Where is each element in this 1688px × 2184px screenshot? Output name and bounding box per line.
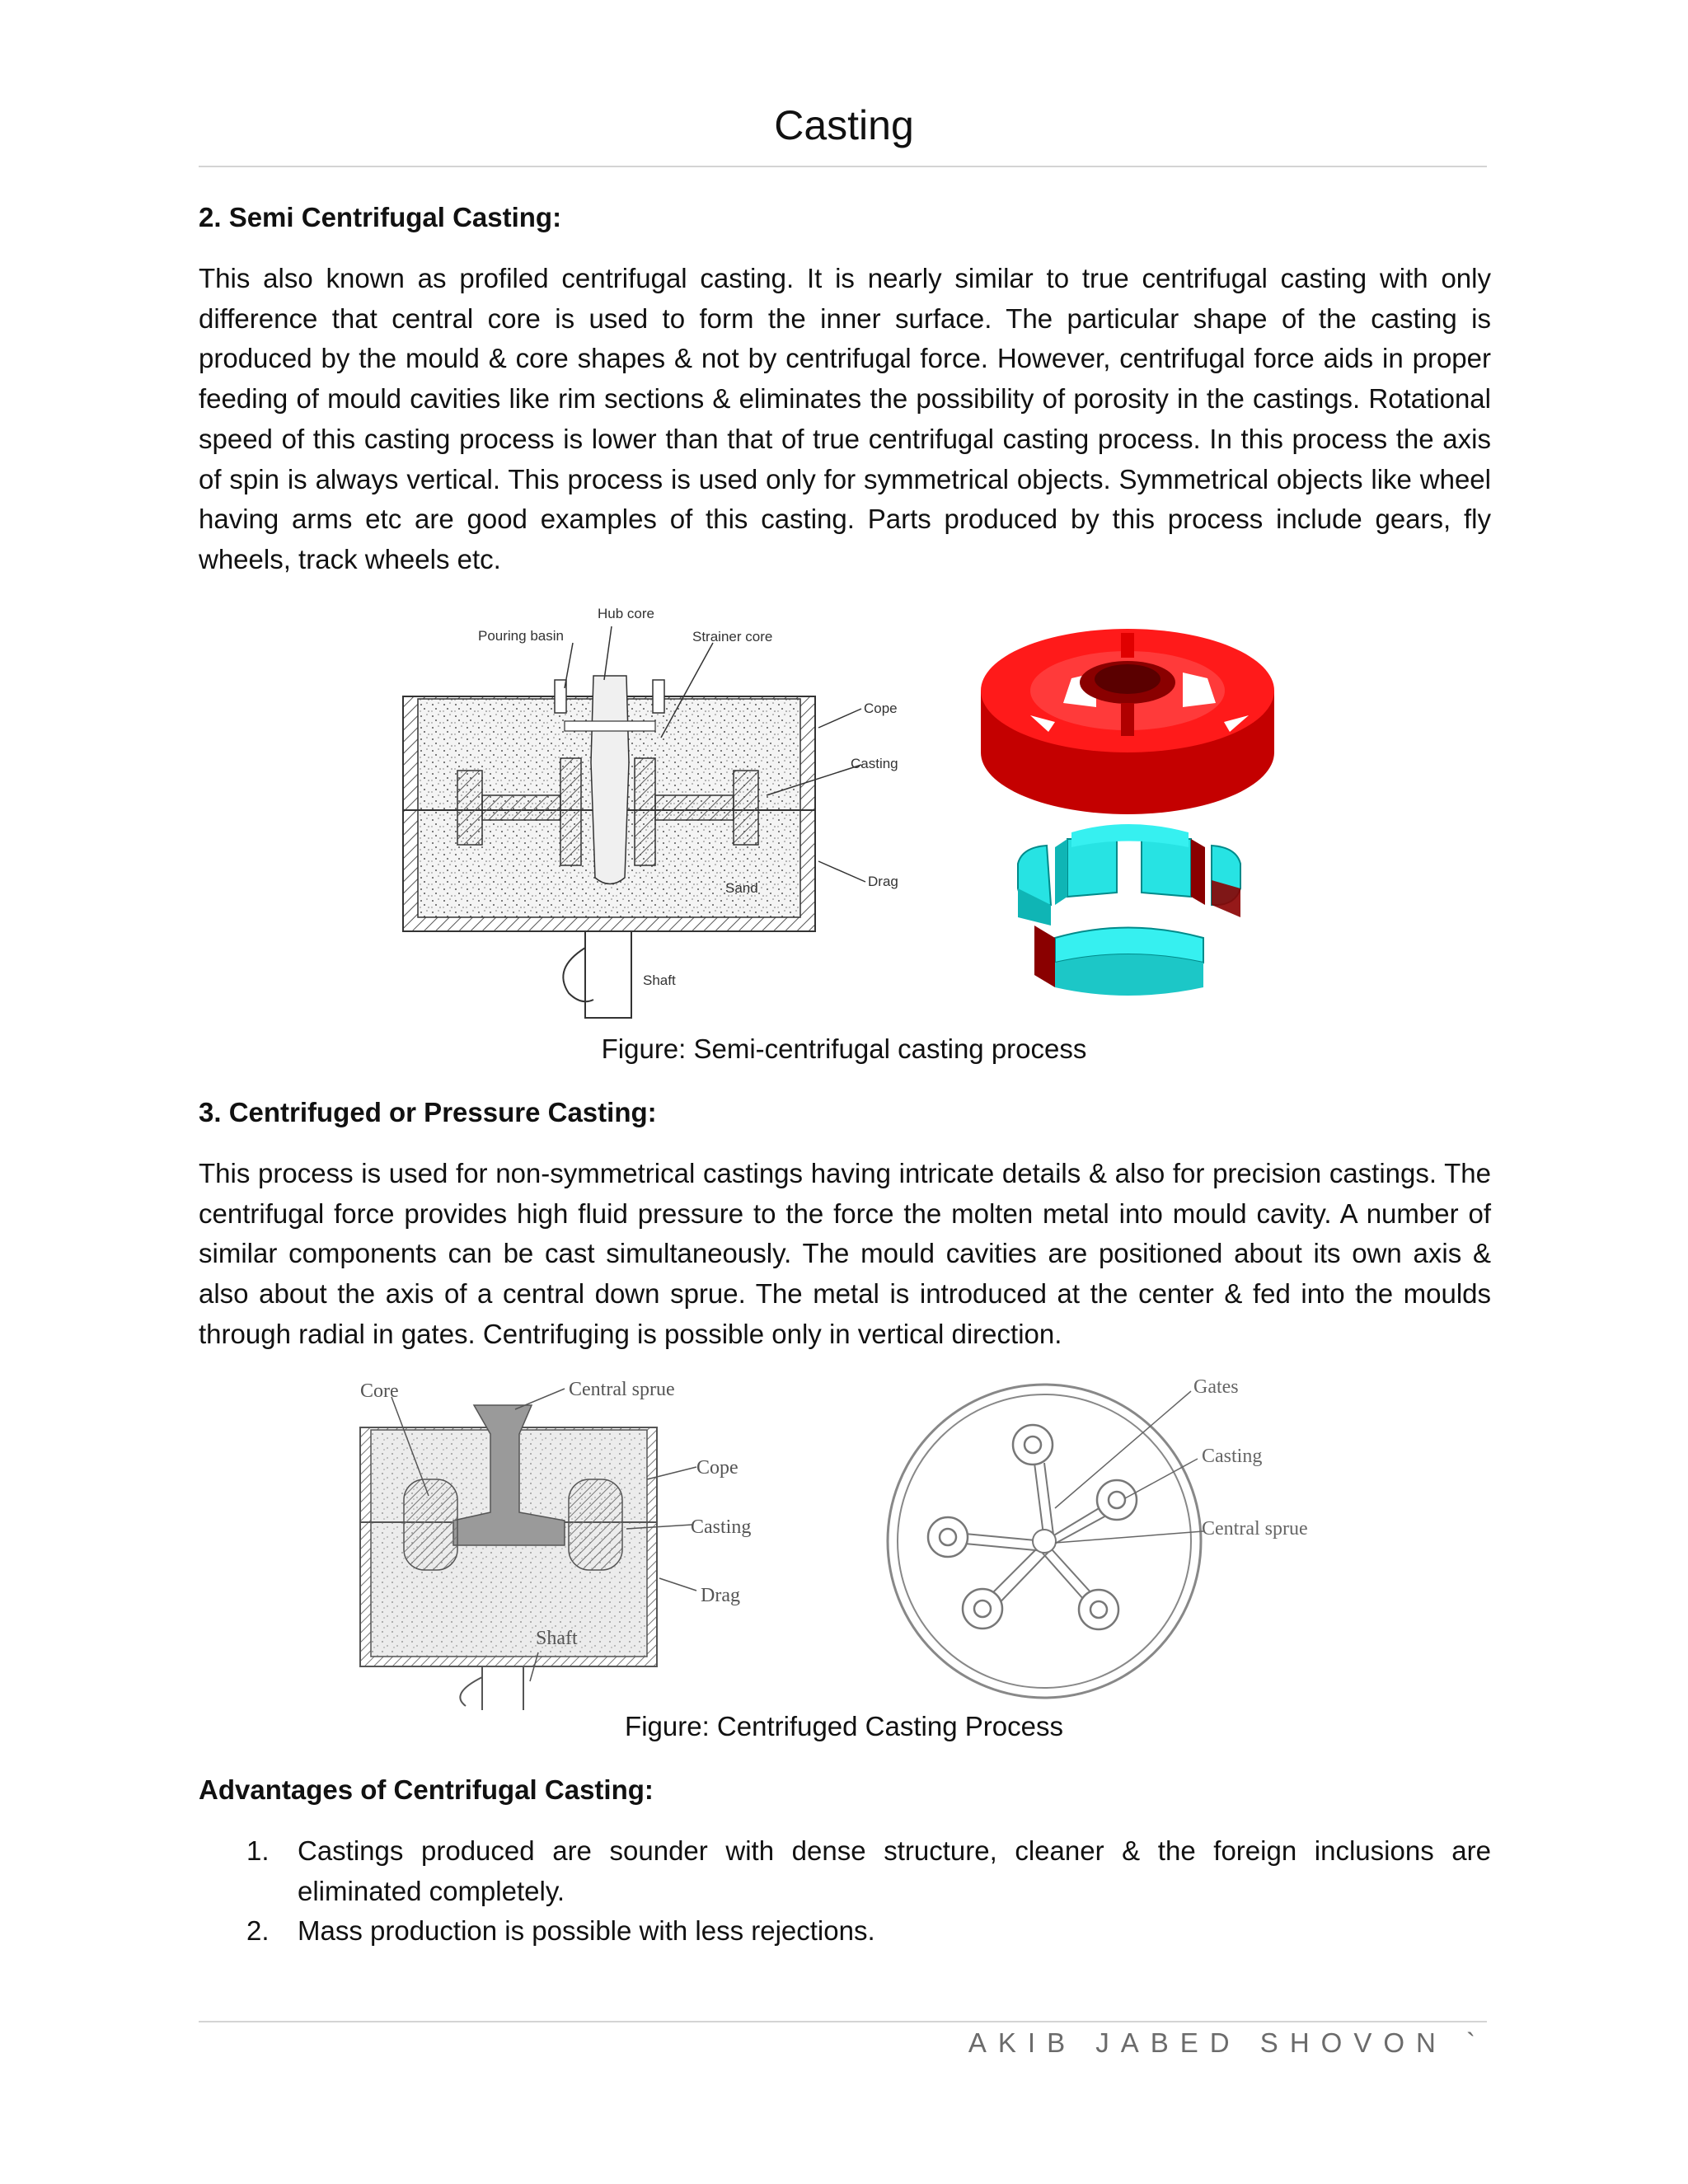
wheel-and-cores-3d xyxy=(973,600,1286,1020)
section-heading-advantages: Advantages of Centrifugal Casting: xyxy=(199,1774,654,1805)
pressure-casting-mould-diagram xyxy=(350,1372,795,1710)
label-gates: Gates xyxy=(1193,1376,1239,1398)
label-cope: Cope xyxy=(864,701,898,716)
label-casting: Casting xyxy=(851,756,898,771)
list-item-number: 1. xyxy=(246,1835,270,1866)
label-pouring-basin: Pouring basin xyxy=(478,628,564,644)
section-body-pressure: This process is used for non-symmetrical castings having intricate details & also for precision castings. The centrifugal force provides high fluid pressure to the force the molten metal into mould cavity. A number of similar components can be cast simultaneously. The mould cavities are positioned about its own axis & also about the axis of a central down sprue. The metal is introduced at the center & fed into the moulds through radial in gates. Centrifuging is possible only in vertical direction. xyxy=(199,1158,1491,1349)
figure-caption-pressure: Figure: Centrifuged Casting Process xyxy=(625,1711,1063,1741)
label-central-sprue-right: Central sprue xyxy=(1202,1518,1308,1540)
label-drag: Drag xyxy=(868,874,898,889)
list-item-text: Castings produced are sounder with dense structure, cleaner & the foreign inclusions are eliminated completely. xyxy=(298,1835,1491,1906)
section-body-semi: This also known as profiled centrifugal casting. It is nearly similar to true centrifugal casting with only difference that central core is used to form the inner surface. The particular shape of the casting is produced by the mould & core shapes & not by centrifugal force. However, centrifugal force aids in proper feeding of mould cavities like rim sections & eliminates the possibility of porosity in the castings. Rotational speed of this casting process is lower than that of true centrifugal casting process. In this process the axis of spin is always vertical. This process is used only for symmetrical objects. Symmetrical objects like wheel having arms etc are good examples of this casting. Parts produced by this process include gears, fly wheels, track wheels etc. xyxy=(199,263,1491,574)
label-hub-core: Hub core xyxy=(598,606,654,621)
section-heading-pressure: 3. Centrifuged or Pressure Casting: xyxy=(199,1097,657,1127)
figure-caption-semi: Figure: Semi-centrifugal casting process xyxy=(601,1033,1087,1064)
section-heading-semi: 2. Semi Centrifugal Casting: xyxy=(199,202,562,232)
footer-author: AKIB JABED SHOVON ` xyxy=(968,2027,1487,2058)
label-casting-right: Casting xyxy=(1202,1446,1263,1467)
list-item-text: Mass production is possible with less rejections. xyxy=(298,1915,875,1947)
semi-centrifugal-mould-diagram xyxy=(396,598,923,1026)
list-item-number: 2. xyxy=(246,1915,270,1947)
label-shaft: Shaft xyxy=(536,1628,578,1649)
list-item xyxy=(199,1831,1491,1911)
pressure-casting-top-view xyxy=(878,1368,1356,1706)
header-rule xyxy=(199,166,1487,167)
footer-rule xyxy=(199,2021,1487,2022)
label-cope: Cope xyxy=(696,1457,738,1479)
label-core: Core xyxy=(360,1380,399,1402)
label-shaft: Shaft xyxy=(643,972,676,988)
list-item xyxy=(199,1911,1491,1952)
label-casting: Casting xyxy=(691,1516,752,1538)
label-central-sprue: Central sprue xyxy=(569,1379,675,1400)
label-strainer-core: Strainer core xyxy=(692,629,773,644)
advantages-list xyxy=(199,1831,1491,1952)
label-sand: Sand xyxy=(725,880,758,896)
label-drag: Drag xyxy=(701,1585,740,1606)
page-title: Casting xyxy=(774,102,914,148)
